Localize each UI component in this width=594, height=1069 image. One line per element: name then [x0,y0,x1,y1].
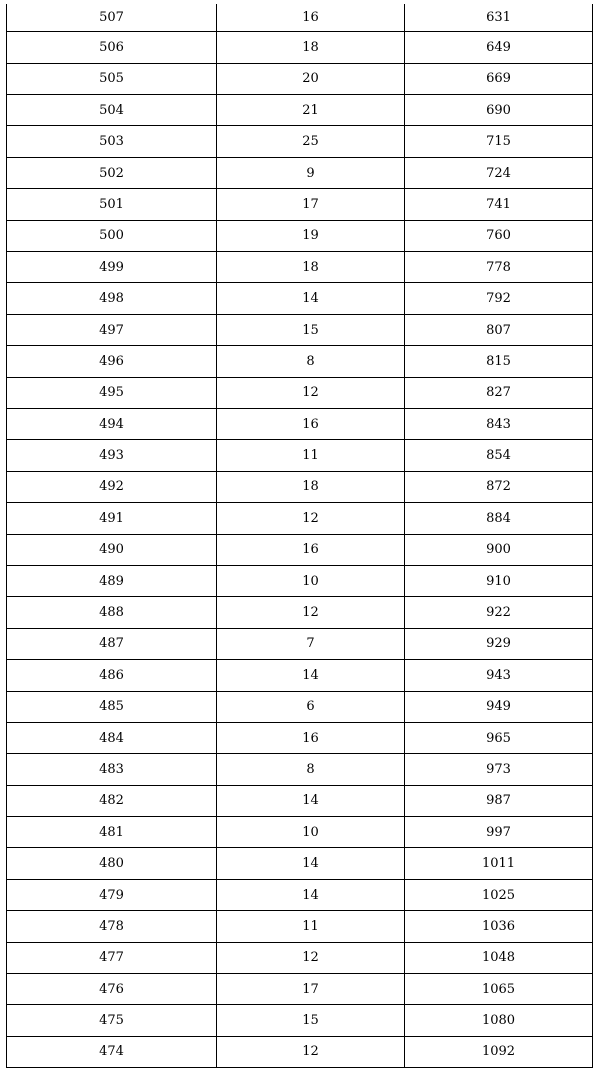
score-cell: 506 [7,32,217,63]
count-cell: 18 [217,252,405,283]
count-cell: 14 [217,785,405,816]
score-table-body [7,4,593,1068]
table-row [7,252,593,283]
count-cell: 12 [217,597,405,628]
cumulative-cell: 778 [405,252,593,283]
cumulative-cell: 815 [405,346,593,377]
score-cell: 480 [7,848,217,879]
table-row [7,4,593,32]
score-cell: 495 [7,377,217,408]
cumulative-cell: 922 [405,597,593,628]
cumulative-cell: 872 [405,471,593,502]
score-cell: 479 [7,879,217,910]
score-cell: 486 [7,660,217,691]
count-cell: 10 [217,817,405,848]
table-row [7,408,593,439]
table-row [7,691,593,722]
score-cell: 497 [7,314,217,345]
table-row [7,942,593,973]
count-cell: 16 [217,534,405,565]
score-cell: 478 [7,911,217,942]
score-cell: 496 [7,346,217,377]
count-cell: 16 [217,4,405,32]
cumulative-cell: 792 [405,283,593,314]
score-cell: 474 [7,1036,217,1067]
count-cell: 17 [217,189,405,220]
table-row [7,597,593,628]
count-cell: 10 [217,565,405,596]
cumulative-cell: 929 [405,628,593,659]
count-cell: 14 [217,283,405,314]
cumulative-cell: 884 [405,503,593,534]
count-cell: 25 [217,126,405,157]
cumulative-cell: 900 [405,534,593,565]
count-cell: 14 [217,848,405,879]
cumulative-cell: 910 [405,565,593,596]
cumulative-cell: 631 [405,4,593,32]
cumulative-cell: 943 [405,660,593,691]
table-row [7,879,593,910]
count-cell: 11 [217,911,405,942]
table-row [7,911,593,942]
score-cell: 488 [7,597,217,628]
table-row [7,314,593,345]
count-cell: 12 [217,503,405,534]
table-row [7,32,593,63]
score-cell: 484 [7,722,217,753]
count-cell: 18 [217,32,405,63]
table-row [7,817,593,848]
score-cell: 500 [7,220,217,251]
cumulative-cell: 1025 [405,879,593,910]
count-cell: 8 [217,346,405,377]
table-row [7,126,593,157]
count-cell: 16 [217,408,405,439]
score-cell: 504 [7,95,217,126]
cumulative-cell: 760 [405,220,593,251]
count-cell: 7 [217,628,405,659]
cumulative-cell: 1011 [405,848,593,879]
score-cell: 499 [7,252,217,283]
score-cell: 475 [7,1005,217,1036]
cumulative-cell: 965 [405,722,593,753]
score-cell: 489 [7,565,217,596]
score-cell: 482 [7,785,217,816]
cumulative-cell: 669 [405,63,593,94]
cumulative-cell: 807 [405,314,593,345]
table-row [7,95,593,126]
cumulative-cell: 949 [405,691,593,722]
table-row [7,660,593,691]
score-cell: 503 [7,126,217,157]
count-cell: 9 [217,157,405,188]
table-row [7,534,593,565]
table-row [7,785,593,816]
table-row [7,1036,593,1067]
count-cell: 14 [217,660,405,691]
score-cell: 483 [7,754,217,785]
count-cell: 18 [217,471,405,502]
count-cell: 15 [217,1005,405,1036]
count-cell: 20 [217,63,405,94]
score-cell: 477 [7,942,217,973]
score-cell: 476 [7,974,217,1005]
table-row [7,565,593,596]
cumulative-cell: 724 [405,157,593,188]
score-table [6,4,593,1068]
score-cell: 501 [7,189,217,220]
count-cell: 16 [217,722,405,753]
cumulative-cell: 1036 [405,911,593,942]
count-cell: 12 [217,1036,405,1067]
count-cell: 19 [217,220,405,251]
count-cell: 14 [217,879,405,910]
score-cell: 507 [7,4,217,32]
cumulative-cell: 715 [405,126,593,157]
cumulative-cell: 1080 [405,1005,593,1036]
count-cell: 21 [217,95,405,126]
score-cell: 485 [7,691,217,722]
table-row [7,377,593,408]
table-row [7,848,593,879]
count-cell: 8 [217,754,405,785]
cumulative-cell: 1048 [405,942,593,973]
score-cell: 505 [7,63,217,94]
score-cell: 487 [7,628,217,659]
score-cell: 491 [7,503,217,534]
cumulative-cell: 741 [405,189,593,220]
cumulative-cell: 827 [405,377,593,408]
count-cell: 11 [217,440,405,471]
score-cell: 498 [7,283,217,314]
table-row [7,628,593,659]
count-cell: 6 [217,691,405,722]
cumulative-cell: 1065 [405,974,593,1005]
table-row [7,346,593,377]
score-cell: 490 [7,534,217,565]
cumulative-cell: 987 [405,785,593,816]
table-row [7,1005,593,1036]
count-cell: 12 [217,377,405,408]
table-row [7,157,593,188]
score-cell: 502 [7,157,217,188]
count-cell: 12 [217,942,405,973]
table-row [7,974,593,1005]
cumulative-cell: 1092 [405,1036,593,1067]
table-row [7,722,593,753]
table-row [7,440,593,471]
table-row [7,283,593,314]
cumulative-cell: 997 [405,817,593,848]
cumulative-cell: 843 [405,408,593,439]
table-row [7,754,593,785]
score-cell: 481 [7,817,217,848]
table-row [7,63,593,94]
table-row [7,220,593,251]
cumulative-cell: 973 [405,754,593,785]
table-row [7,471,593,502]
cumulative-cell: 649 [405,32,593,63]
table-row [7,503,593,534]
score-cell: 494 [7,408,217,439]
cumulative-cell: 690 [405,95,593,126]
score-cell: 493 [7,440,217,471]
count-cell: 15 [217,314,405,345]
score-cell: 492 [7,471,217,502]
table-row [7,189,593,220]
count-cell: 17 [217,974,405,1005]
cumulative-cell: 854 [405,440,593,471]
